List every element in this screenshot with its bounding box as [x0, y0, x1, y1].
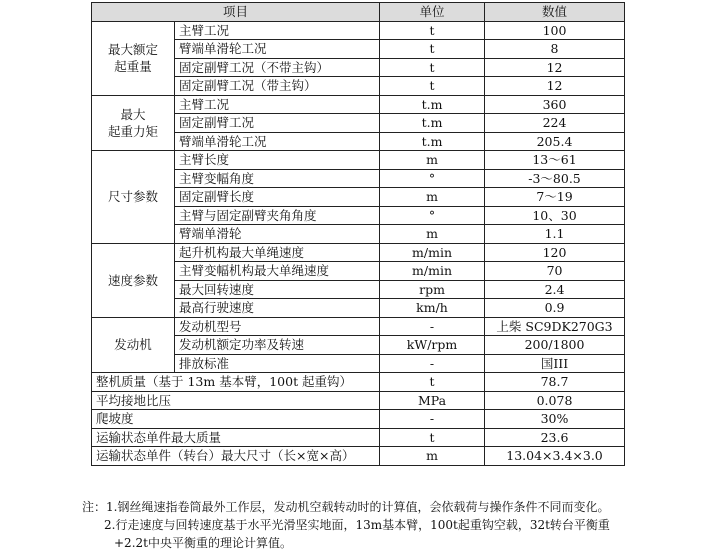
row-value: 1.1 [485, 225, 625, 244]
group-label-text: 最大 起重力矩 [107, 106, 158, 139]
table-row [92, 373, 625, 392]
row-item: 固定副臂工况 [175, 114, 380, 133]
row-unit: ° [380, 206, 485, 225]
row-value: 360 [485, 95, 625, 114]
row-item: 主臂工况 [175, 21, 380, 40]
row-unit: t.m [380, 132, 485, 151]
row-item: 臂端单滑轮 [175, 225, 380, 244]
row-unit: m/min [380, 262, 485, 281]
table-row [92, 428, 625, 447]
row-unit: t [380, 58, 485, 77]
table-row [92, 95, 625, 114]
row-item: 整机质量（基于 13m 基本臂，100t 起重钩） [92, 373, 380, 392]
row-value: 200/1800 [485, 336, 625, 355]
row-value: 70 [485, 262, 625, 281]
group-label-max-moment [92, 95, 175, 151]
row-value: 7～19 [485, 188, 625, 207]
table-row [92, 447, 625, 466]
table-notes [82, 498, 702, 552]
table-row [92, 243, 625, 262]
group-label-speed [92, 243, 175, 317]
row-unit: ° [380, 169, 485, 188]
row-item: 爬坡度 [92, 410, 380, 429]
row-item: 平均接地比压 [92, 391, 380, 410]
row-item: 固定副臂工况（带主钩） [175, 77, 380, 96]
note-line-1: 注：1.钢丝绳速指卷筒最外工作层，发动机空载转动时的计算值，会依载荷与操作条件不同而变化。 [82, 500, 610, 514]
row-item: 主臂变幅机构最大单绳速度 [175, 262, 380, 281]
row-unit: t [380, 428, 485, 447]
row-unit: t [380, 77, 485, 96]
row-value: 2.4 [485, 280, 625, 299]
table-row [92, 317, 625, 336]
note-line-3: +2.2t中央平衡重的理论计算值。 [114, 536, 292, 550]
table-row [92, 151, 625, 170]
row-unit: m [380, 225, 485, 244]
row-unit: t [380, 40, 485, 59]
row-unit: km/h [380, 299, 485, 318]
row-unit: rpm [380, 280, 485, 299]
row-value: 78.7 [485, 373, 625, 392]
header-value: 数值 [485, 3, 625, 22]
row-value: 国III [485, 354, 625, 373]
row-item: 最大回转速度 [175, 280, 380, 299]
specification-table [91, 2, 625, 466]
row-item: 运输状态单件（转台）最大尺寸（长×宽×高） [92, 447, 380, 466]
table-row [92, 391, 625, 410]
row-value: 12 [485, 77, 625, 96]
row-item: 主臂工况 [175, 95, 380, 114]
header-item: 项目 [92, 3, 380, 22]
row-value: 13.04×3.4×3.0 [485, 447, 625, 466]
row-unit: - [380, 354, 485, 373]
row-item: 主臂长度 [175, 151, 380, 170]
row-item: 最高行驶速度 [175, 299, 380, 318]
row-value: 23.6 [485, 428, 625, 447]
table-header-row [92, 3, 625, 22]
row-unit: MPa [380, 391, 485, 410]
group-label-text: 尺寸参数 [107, 189, 158, 205]
row-unit: t.m [380, 114, 485, 133]
row-item: 臂端单滑轮工况 [175, 132, 380, 151]
row-item: 主臂变幅角度 [175, 169, 380, 188]
row-unit: m [380, 447, 485, 466]
row-unit: - [380, 317, 485, 336]
row-item: 固定副臂工况（不带主钩） [175, 58, 380, 77]
group-label-text: 发动机 [114, 337, 152, 353]
row-unit: t [380, 21, 485, 40]
row-value: 120 [485, 243, 625, 262]
row-item: 发动机额定功率及转速 [175, 336, 380, 355]
row-item: 臂端单滑轮工况 [175, 40, 380, 59]
row-item: 发动机型号 [175, 317, 380, 336]
row-value: 13～61 [485, 151, 625, 170]
row-value: 上柴 SC9DK270G3 [485, 317, 625, 336]
row-unit: m [380, 151, 485, 170]
row-value: 224 [485, 114, 625, 133]
row-item: 运输状态单件最大质量 [92, 428, 380, 447]
row-unit: - [380, 410, 485, 429]
row-unit: kW/rpm [380, 336, 485, 355]
row-item: 主臂与固定副臂夹角角度 [175, 206, 380, 225]
group-label-dimensions [92, 151, 175, 244]
row-value: 8 [485, 40, 625, 59]
row-item: 起升机构最大单绳速度 [175, 243, 380, 262]
row-value: 0.078 [485, 391, 625, 410]
row-unit: t.m [380, 95, 485, 114]
group-label-text: 最大额定 起重量 [107, 42, 158, 74]
row-value: 100 [485, 21, 625, 40]
row-value: -3～80.5 [485, 169, 625, 188]
row-value: 10、30 [485, 206, 625, 225]
row-item: 排放标准 [175, 354, 380, 373]
group-label-text: 速度参数 [107, 272, 158, 288]
row-item: 固定副臂长度 [175, 188, 380, 207]
row-unit: t [380, 373, 485, 392]
group-label-engine [92, 317, 175, 373]
row-unit: m/min [380, 243, 485, 262]
row-value: 0.9 [485, 299, 625, 318]
row-value: 205.4 [485, 132, 625, 151]
row-value: 30% [485, 410, 625, 429]
table-row [92, 21, 625, 40]
row-unit: m [380, 188, 485, 207]
group-label-rated-load [92, 21, 175, 95]
row-value: 12 [485, 58, 625, 77]
table-row [92, 410, 625, 429]
note-line-2: 2.行走速度与回转速度基于水平光滑坚实地面，13m基本臂，100t起重钩空载，32t转台平衡重 [104, 518, 610, 532]
header-unit: 单位 [380, 3, 485, 22]
